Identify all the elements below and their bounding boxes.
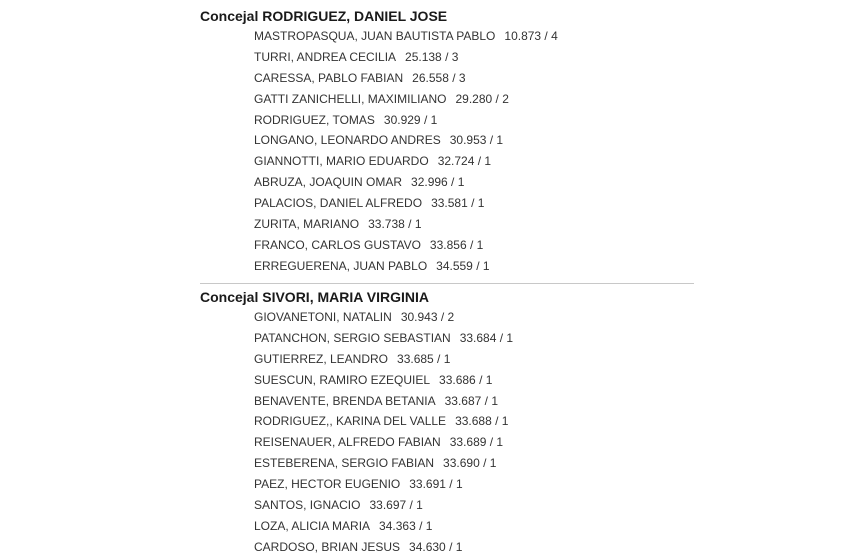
entry-list (200, 26, 694, 277)
entry-name: RODRIGUEZ, TOMAS (254, 112, 375, 127)
entry-score: 30.953 / 1 (449, 133, 504, 148)
entry-score: 33.697 / 1 (369, 498, 423, 513)
entry-score: 33.685 / 1 (397, 351, 451, 366)
entry-score: 34.363 / 1 (379, 518, 433, 533)
entry-name: ZURITA, MARIANO (254, 217, 360, 232)
list-item (254, 432, 694, 453)
entry-name: SUESCUN, RAMIRO EZEQUIEL (254, 372, 431, 387)
entry-score: 34.559 / 1 (436, 258, 490, 273)
entry-name: ABRUZA, JOAQUIN OMAR (254, 175, 403, 190)
list-item (254, 68, 694, 89)
list-item (254, 193, 694, 214)
entry-score: 33.856 / 1 (429, 237, 484, 252)
section-title: Concejal RODRIGUEZ, DANIEL JOSE (200, 8, 448, 24)
list-item (254, 47, 694, 68)
entry-score: 33.687 / 1 (444, 393, 498, 408)
entry-name: GIOVANETONI, NATALIN (254, 310, 392, 324)
entry-name: SANTOS, IGNACIO (254, 498, 361, 513)
entry-score: 30.929 / 1 (383, 112, 438, 127)
list-item (254, 214, 694, 235)
entry-score: 32.724 / 1 (437, 154, 492, 169)
entry-name: ESTEBERENA, SERGIO FABIAN (254, 456, 435, 471)
list-item (254, 172, 694, 193)
entry-score: 30.943 / 2 (400, 310, 455, 324)
list-item (254, 307, 694, 328)
list-item (254, 26, 694, 47)
list-item (254, 453, 694, 474)
entry-list (200, 307, 694, 558)
list-item (254, 235, 694, 256)
entry-name: GATTI ZANICHELLI, MAXIMILIANO (254, 91, 447, 106)
entry-score: 34.630 / 1 (409, 539, 463, 554)
list-item (254, 256, 694, 277)
entry-name: GUTIERREZ, LEANDRO (254, 351, 389, 366)
entry-name: LONGANO, LEONARDO ANDRES (254, 133, 441, 148)
entry-score: 25.138 / 3 (405, 49, 459, 64)
list-item (254, 349, 694, 370)
entry-name: CARESSA, PABLO FABIAN (254, 70, 404, 85)
entry-name: PAEZ, HECTOR EUGENIO (254, 477, 401, 492)
list-item (254, 516, 694, 537)
list-item (254, 370, 694, 391)
entry-name: REISENAUER, ALFREDO FABIAN (254, 435, 441, 450)
list-item (254, 537, 694, 558)
section-title: Concejal SIVORI, MARIA VIRGINIA (200, 289, 429, 305)
entry-name: MASTROPASQUA, JUAN BAUTISTA PABLO (254, 29, 496, 43)
entry-score: 33.684 / 1 (459, 330, 514, 345)
entry-name: BENAVENTE, BRENDA BETANIA (254, 393, 436, 408)
list-item (254, 474, 694, 495)
entry-score: 33.581 / 1 (431, 196, 485, 211)
entry-score: 33.691 / 1 (409, 477, 463, 492)
section-rodriguez (200, 6, 694, 277)
entry-name: FRANCO, CARLOS GUSTAVO (254, 237, 421, 252)
entry-name: CARDOSO, BRIAN JESUS (254, 539, 401, 554)
entry-score: 33.689 / 1 (449, 435, 504, 450)
list-item (254, 411, 694, 432)
entry-name: GIANNOTTI, MARIO EDUARDO (254, 154, 429, 169)
entry-score: 26.558 / 3 (412, 70, 466, 85)
list-item (254, 391, 694, 412)
entry-name: RODRIGUEZ,, KARINA DEL VALLE (254, 414, 447, 429)
entry-score: 29.280 / 2 (455, 91, 509, 106)
list-item (254, 495, 694, 516)
entry-score: 32.996 / 1 (411, 175, 465, 190)
entry-score: 33.690 / 1 (443, 456, 497, 471)
entry-name: PALACIOS, DANIEL ALFREDO (254, 196, 423, 211)
list-item (254, 89, 694, 110)
entry-score: 33.686 / 1 (439, 372, 493, 387)
entry-name: ERREGUERENA, JUAN PABLO (254, 258, 428, 273)
list-item (254, 130, 694, 151)
entry-name: LOZA, ALICIA MARIA (254, 518, 371, 533)
entry-score: 33.688 / 1 (455, 414, 509, 429)
entry-name: PATANCHON, SERGIO SEBASTIAN (254, 330, 451, 345)
list-item (254, 110, 694, 131)
entry-score: 33.738 / 1 (368, 217, 422, 232)
section-sivori (200, 287, 694, 558)
list-item (254, 328, 694, 349)
list-item (254, 151, 694, 172)
section-divider (200, 283, 694, 284)
entry-score: 10.873 / 4 (504, 29, 558, 43)
entry-name: TURRI, ANDREA CECILIA (254, 49, 397, 64)
